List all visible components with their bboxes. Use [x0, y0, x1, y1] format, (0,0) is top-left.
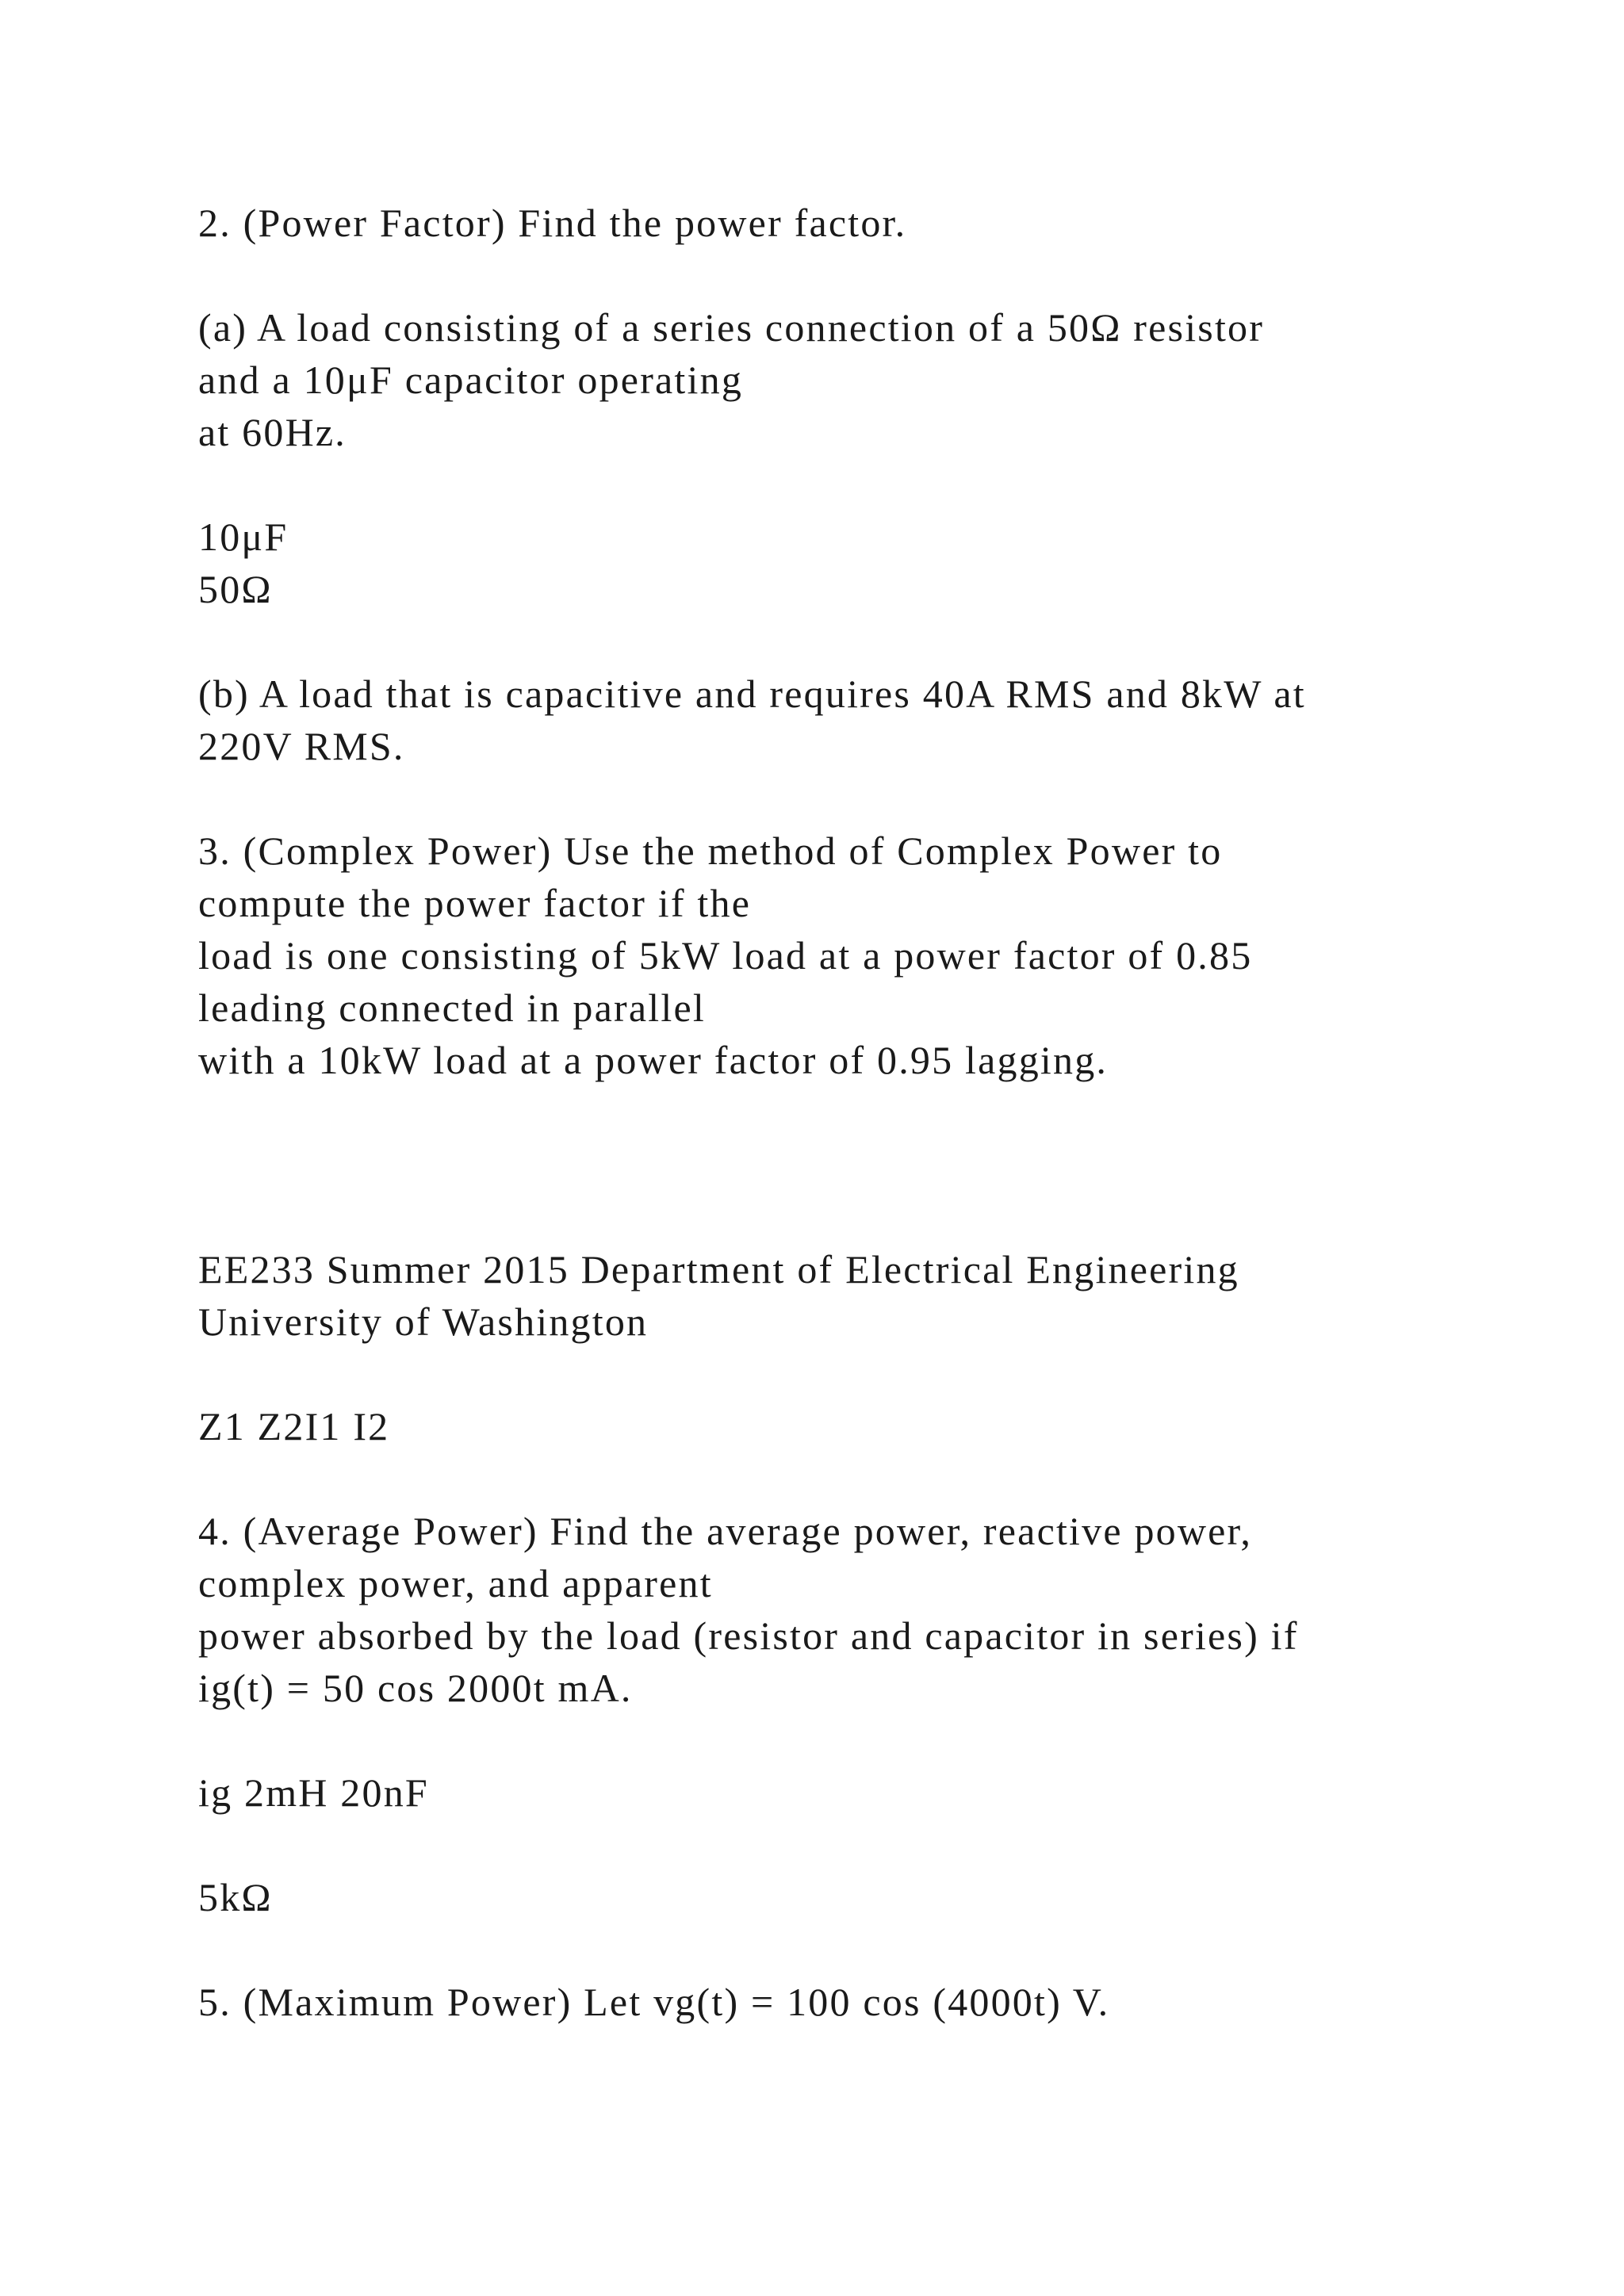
resistor-label: 5kΩ	[198, 1875, 273, 1919]
question-2a-line-3: at 60Hz.	[198, 410, 347, 454]
question-2a-line-1: (a) A load consisting of a series connection of a 50Ω resistor	[198, 305, 1265, 350]
question-4-line-4: ig(t) = 50 cos 2000t mA.	[198, 1666, 633, 1710]
question-4-line-2: complex power, and apparent	[198, 1561, 713, 1605]
figure-labels: Z1 Z2I1 I2	[198, 1404, 390, 1448]
circuit-labels: ig 2mH 20nF	[198, 1770, 429, 1815]
question-3-line-3: load is one consisting of 5kW load at a power factor of 0.85	[198, 933, 1253, 978]
question-4-line-3: power absorbed by the load (resistor and capacitor in series) if	[198, 1613, 1299, 1658]
course-footer-line-1: EE233 Summer 2015 Department of Electrical Engineering	[198, 1247, 1239, 1292]
question-2a-line-2: and a 10μF capacitor operating	[198, 358, 744, 402]
course-footer-line-2: University of Washington	[198, 1299, 649, 1344]
question-2b-line-1: (b) A load that is capacitive and requires 40A RMS and 8kW at	[198, 672, 1306, 716]
question-3-line-1: 3. (Complex Power) Use the method of Complex Power to	[198, 828, 1223, 873]
question-5-title: 5. (Maximum Power) Let vg(t) = 100 cos (4000t) V.	[198, 1980, 1110, 2024]
question-3-line-5: with a 10kW load at a power factor of 0.95 lagging.	[198, 1038, 1109, 1082]
capacitor-label: 10μF	[198, 515, 289, 559]
question-3-line-4: leading connected in parallel	[198, 985, 706, 1030]
question-2-title: 2. (Power Factor) Find the power factor.	[198, 201, 907, 245]
question-3-line-2: compute the power factor if the	[198, 881, 752, 925]
question-2b-line-2: 220V RMS.	[198, 724, 405, 768]
resistor-label: 50Ω	[198, 567, 273, 611]
question-4-line-1: 4. (Average Power) Find the average power, reactive power,	[198, 1509, 1253, 1553]
